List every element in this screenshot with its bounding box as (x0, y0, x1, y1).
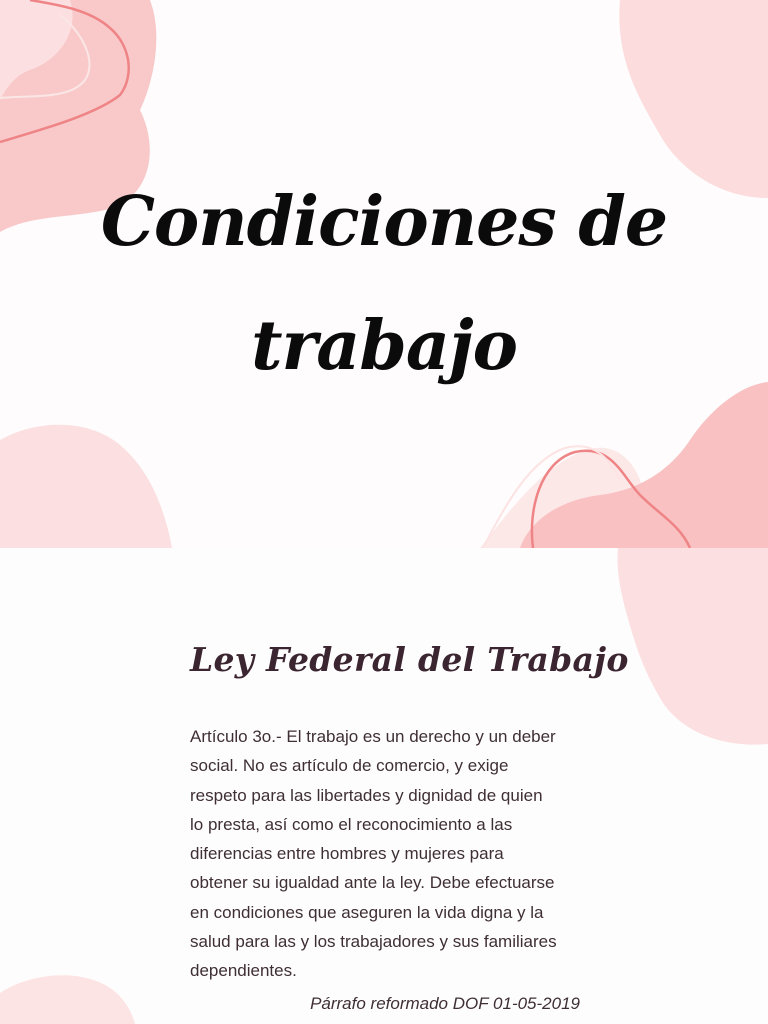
top-right-blob (619, 0, 768, 198)
law-slide (0, 548, 768, 1024)
bottom-left-blob-2 (0, 975, 135, 1024)
right-blob (617, 548, 768, 745)
title-line-1: Condiciones de (100, 182, 668, 262)
bottom-right-blob (520, 382, 768, 548)
reform-note: Párrafo reformado DOF 01-05-2019 (310, 994, 580, 1013)
bottom-left-blob (0, 425, 172, 548)
article-text: Artículo 3o.- El trabajo es un derecho y un deber social. No es artículo de comercio, y exige respeto para las libertades y dignidad de quien lo presta, así como el reconocimiento a las diferencias entre hombres y mujeres para obtener su igualdad ante la ley. Debe efectuarse en condiciones que aseguren la vida digna y la salud para las y los trabajadores y sus familiares dependientes. (190, 727, 557, 981)
law-heading: Ley Federal del Trabajo (190, 640, 629, 679)
title-line-2: trabajo (251, 306, 517, 386)
